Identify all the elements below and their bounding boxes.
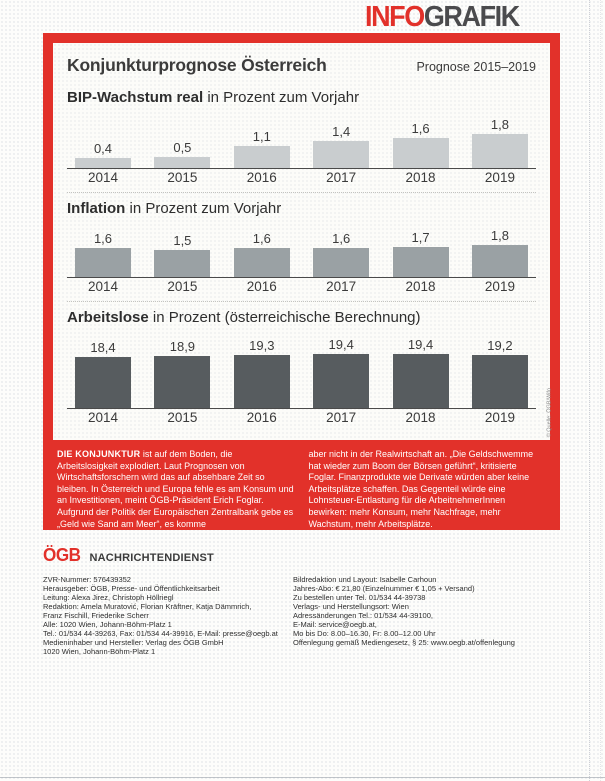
bar <box>393 247 449 277</box>
x-axis-year-label: 2017 <box>326 410 357 425</box>
bar-value-label: 1,6 <box>332 231 351 247</box>
imprint-line: Redaktion: Amela Muratović, Florian Kräftner, Katja Dämmrich, <box>43 602 252 611</box>
bar-value-label: 1,8 <box>490 228 509 244</box>
article-right-text: aber nicht in der Realwirtschaft an. „Die Geldschwemme hat wieder zum Boom der Börsen geführt“, kritisierte Foglar. Finanzprodukte wie Derivate würden aber keine Arbeitsplätze schaffen. Das Gegenteil würde eine Lohnsteuer-Entlastung für die ArbeitnehmerInnen bewirken: mehr Konsum, mehr Nachfrage, mehr Wachstum, mehr Arbeitsplätze. <box>308 449 534 529</box>
oegb-logo: ÖGB <box>43 545 81 565</box>
article-text-block <box>53 440 550 530</box>
article-column-left <box>57 449 295 530</box>
bar-column <box>154 233 210 277</box>
bar-column <box>313 124 369 168</box>
chart-title <box>67 87 536 116</box>
bar-value-label: 19,4 <box>328 337 354 353</box>
bar-value-label: 0,5 <box>173 139 192 155</box>
bar-value-label: 19,2 <box>487 337 513 353</box>
bar-column <box>75 340 131 408</box>
bar-chart-area <box>67 336 536 409</box>
imprint-line: Offenlegung gemäß Mediengesetz, § 25: www.oegb.at/offenlegung <box>293 638 515 647</box>
bar-column <box>234 231 290 277</box>
x-axis-year-label: 2014 <box>87 279 119 294</box>
bar <box>313 141 369 168</box>
bar-value-label: 1,4 <box>332 124 351 140</box>
bar-value-label: 18,4 <box>90 340 116 356</box>
x-axis-labels <box>67 169 536 185</box>
bar-chart-area <box>67 227 536 278</box>
x-axis-year-label: 2016 <box>246 170 277 185</box>
bar-value-label: 1,5 <box>173 233 192 248</box>
bar <box>313 354 369 408</box>
chart-inflation <box>67 192 536 294</box>
chart-title <box>67 307 536 336</box>
chart-title-bold: BIP-Wachstum real <box>67 89 204 106</box>
scan-artifact-bottom-line <box>0 777 605 778</box>
imprint-line: Herausgeber: ÖGB, Presse- und Öffentlichkeitsarbeit <box>43 584 220 593</box>
article-lead: DIE KONJUNKTUR <box>57 449 141 459</box>
chart-title <box>67 198 536 227</box>
bar-value-label: 19,3 <box>249 337 275 353</box>
bar <box>472 134 528 168</box>
source-credit: © Quelle: ÖGB/Wifo <box>546 388 552 438</box>
imprint-line: E-Mail: service@oegb.at, <box>293 620 377 629</box>
x-axis-year-label: 2016 <box>246 279 277 294</box>
page-title: Konjunkturprognose Österreich <box>67 55 327 75</box>
bar-column <box>472 228 528 277</box>
imprint-line: Bildredaktion und Layout: Isabelle Carhoun <box>293 575 437 584</box>
bar <box>154 157 210 169</box>
bar-column <box>234 338 290 408</box>
x-axis-year-label: 2014 <box>87 170 119 185</box>
imprint-line: Mo bis Do: 8.00–16.30, Fr: 8.00–12.00 Uhr <box>293 629 436 638</box>
bar-column <box>393 230 449 277</box>
imprint-line: Tel.: 01/534 44-39263, Fax: 01/534 44-39916, E-Mail: presse@oegb.at <box>43 629 278 638</box>
footer-brand-row <box>43 545 565 566</box>
x-axis-year-label: 2019 <box>484 170 515 185</box>
imprint-line: Alle: 1020 Wien, Johann-Böhm-Platz 1 <box>43 620 172 629</box>
x-axis-year-label: 2018 <box>405 410 436 425</box>
bar-chart-area <box>67 116 536 169</box>
bar-column <box>472 117 528 168</box>
forecast-range-label: Prognose 2015–2019 <box>416 60 536 74</box>
bar-column <box>393 121 449 168</box>
bar-value-label: 1,6 <box>252 231 271 247</box>
x-axis-year-label: 2015 <box>167 170 198 185</box>
x-axis-year-label: 2018 <box>405 170 436 185</box>
bar-value-label: 1,1 <box>252 129 271 145</box>
imprint-column-left <box>43 575 293 656</box>
imprint-columns <box>43 575 565 656</box>
charts-panel <box>53 43 550 440</box>
bar-column <box>313 231 369 277</box>
chart-title-bold: Arbeitslose <box>67 309 149 326</box>
chart-title-rest: in Prozent zum Vorjahr <box>203 89 360 106</box>
chart-bip-wachstum <box>67 82 536 185</box>
bar <box>234 146 290 168</box>
bar-column <box>234 129 290 168</box>
imprint-line: ZVR-Nummer: 576439352 <box>43 575 131 584</box>
x-axis-year-label: 2019 <box>484 279 515 294</box>
bar-value-label: 18,9 <box>169 338 196 354</box>
imprint-line: Leitung: Alexa Jirez, Christoph Höllriegl <box>43 593 174 602</box>
imprint-line: Zu bestellen unter Tel. 01/534 44-39738 <box>293 593 426 602</box>
bar <box>472 355 528 408</box>
bar-column <box>75 141 131 168</box>
x-axis-year-label: 2015 <box>167 279 198 294</box>
imprint-column-right <box>293 575 565 656</box>
chart-title-rest: in Prozent zum Vorjahr <box>125 200 282 217</box>
bar <box>393 138 449 168</box>
chart-title-bold: Inflation <box>67 200 126 217</box>
bar <box>154 250 210 277</box>
x-axis-labels <box>67 278 536 294</box>
x-axis-year-label: 2019 <box>484 410 515 425</box>
chart-arbeitslose <box>67 301 536 425</box>
imprint-line: Medieninhaber und Hersteller: Verlag des ÖGB GmbH <box>43 638 224 647</box>
bar-column <box>313 337 369 408</box>
bar <box>313 248 369 277</box>
imprint-line: Franz Fischill, Friederike Scherr <box>43 611 149 620</box>
bar-value-label: 1,7 <box>411 229 430 245</box>
bar-column <box>393 337 449 408</box>
imprint-line: 1020 Wien, Johann-Böhm-Platz 1 <box>43 647 156 656</box>
article-column-right <box>309 449 547 530</box>
bar <box>234 355 290 408</box>
bar <box>75 158 131 168</box>
bar-column <box>154 339 210 408</box>
x-axis-labels <box>67 409 536 425</box>
masthead-logo <box>365 1 519 34</box>
bar <box>472 245 528 277</box>
infographic-frame <box>43 33 560 530</box>
masthead-info-text: INFO <box>365 1 424 33</box>
bar-column <box>154 140 210 169</box>
bar-value-label: 1,6 <box>411 120 430 136</box>
x-axis-year-label: 2015 <box>167 410 198 425</box>
masthead-grafik-text: GRAFIK <box>423 1 519 33</box>
x-axis-year-label: 2017 <box>326 279 357 294</box>
imprint-line: Verlags- und Herstellungsort: Wien <box>293 602 409 611</box>
bar <box>393 354 449 408</box>
scan-artifact-vertical-line <box>589 0 590 781</box>
imprint-line: Adressänderungen Tel.: 01/534 44-39100, <box>293 611 433 620</box>
x-axis-year-label: 2016 <box>246 410 277 425</box>
bar-column <box>75 231 131 277</box>
bar-column <box>472 338 528 408</box>
x-axis-year-label: 2017 <box>326 170 357 185</box>
bar-value-label: 0,4 <box>93 141 113 157</box>
bar-value-label: 1,8 <box>490 117 509 133</box>
imprint-line: Jahres-Abo: € 21,80 (Einzelnummer € 1,05 + Versand) <box>293 584 475 593</box>
imprint-footer <box>43 545 565 656</box>
scan-artifact-vertical-line-2 <box>600 0 601 781</box>
bar <box>75 357 131 408</box>
bar-value-label: 19,4 <box>407 337 434 353</box>
panel-header <box>67 51 536 82</box>
bar <box>234 248 290 277</box>
x-axis-year-label: 2014 <box>87 410 119 425</box>
x-axis-year-label: 2018 <box>405 279 436 294</box>
chart-title-rest: in Prozent (österreichische Berechnung) <box>148 309 421 326</box>
footer-brand-suffix: NACHRICHTENDIENST <box>89 552 214 564</box>
article-left-text: ist auf dem Boden, die Arbeitslosigkeit explodiert. Laut Prognosen von Wirtschaftsforschern wird das auf absehbare Zeit so bleiben. In Österreich und Europa fehle es am Konsum und an Investitionen, meint ÖGB-Präsident Erich Foglar. Aufgrund der Politik der Europäischen Zentralbank gebe es „Geld wie Sand am Meer“, es komme <box>57 449 294 529</box>
bar <box>75 248 131 277</box>
bar <box>154 356 210 408</box>
bar-value-label: 1,6 <box>93 231 113 247</box>
